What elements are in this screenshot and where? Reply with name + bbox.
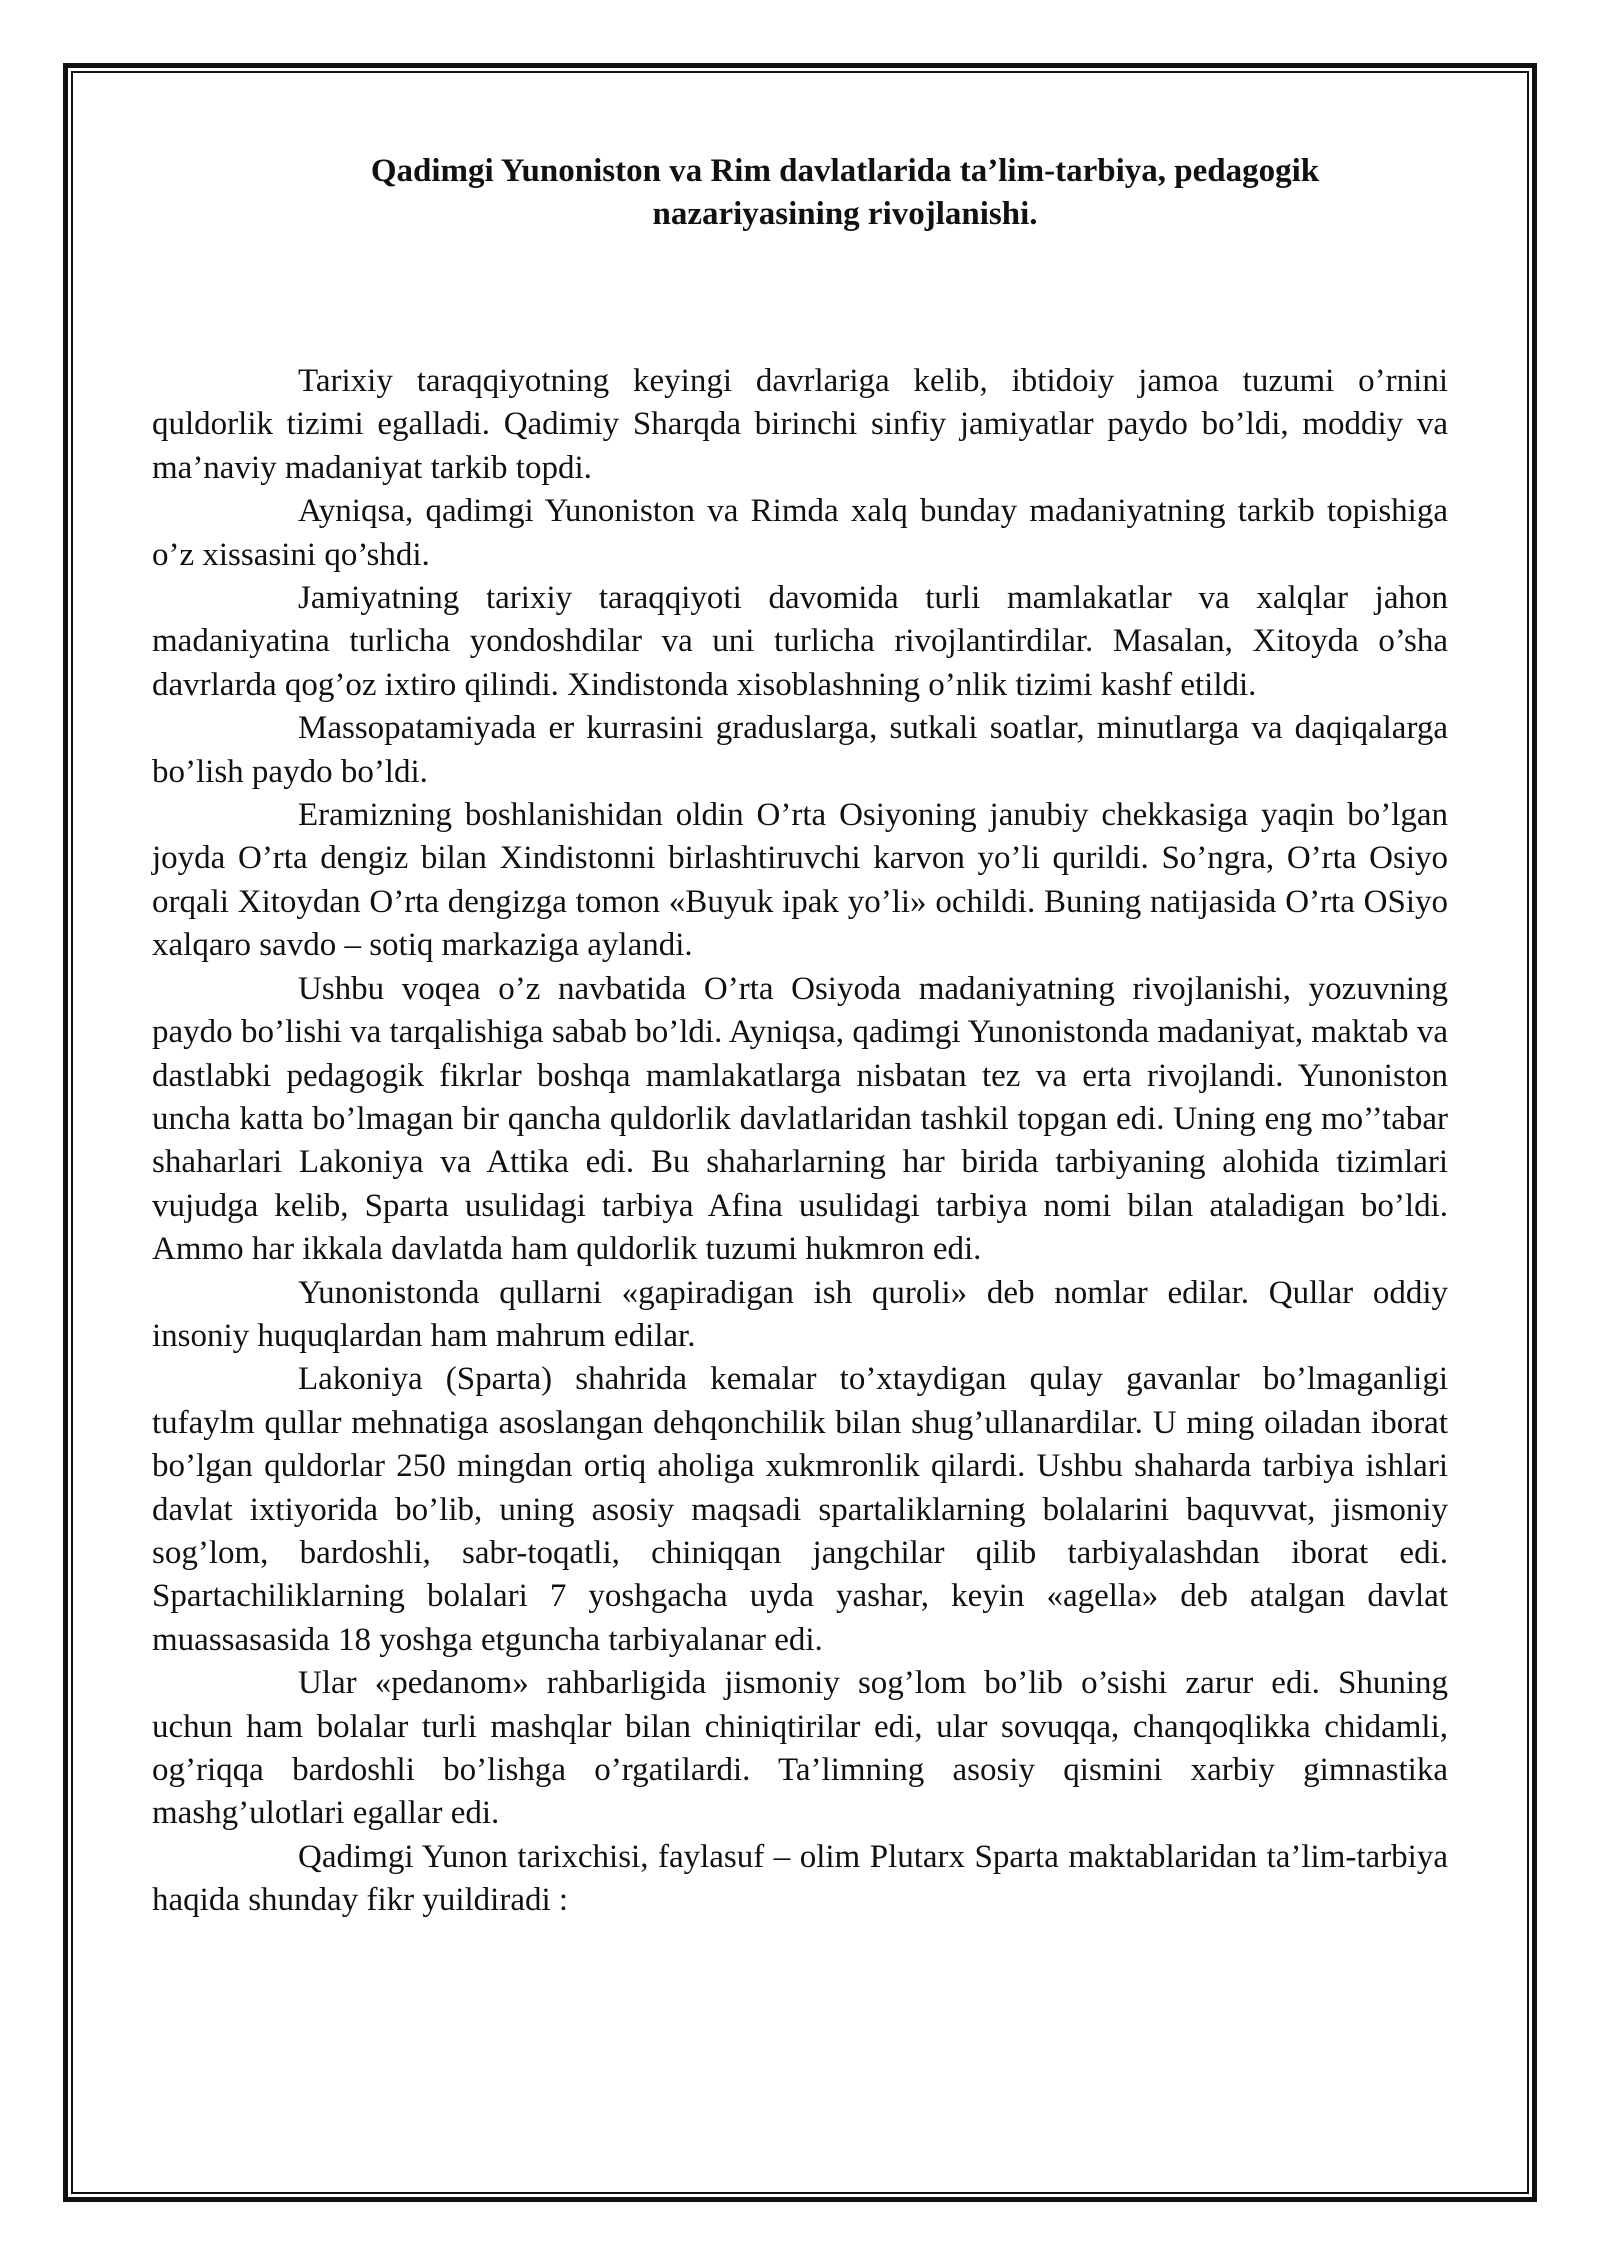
document-title xyxy=(152,150,1448,236)
paragraph: Lakoniya (Sparta) shahrida kemalar to’xtaydigan qulay gavanlar bo’lmaganligi tufaylm qullar mehnatiga asoslangan dehqonchilik bilan shug’ullanardilar. U ming oiladan iborat bo’lgan quldorlar 250 mingdan ortiq aholiga xukmronlik qilardi. Ushbu shaharda tarbiya ishlari davlat ixtiyorida bo’lib, uning asosiy maqsadi spartaliklarning bolalarini baquvvat, jismoniy sog’lom, bardoshli, sabr-toqatli, chiniqqan jangchilar qilib tarbiyalashdan iborat edi. Spartachiliklarning bolalari 7 yoshgacha uyda yashar, keyin «agella» deb atalgan davlat muassasasida 18 yoshga etguncha tarbiyalanar edi. xyxy=(152,1361,1448,1658)
paragraph: Eramizning boshlanishidan oldin O’rta Osiyoning janubiy chekkasiga yaqin bo’lgan joyda O’rta dengiz bilan Xindistonni birlashtiruvchi karvon yo’li qurildi. So’ngra, O’rta Osiyo orqali Xitoydan O’rta dengizga tomon «Buyuk ipak yo’li» ochildi. Buning natijasida O’rta OSiyo xalqaro savdo – sotiq markaziga aylandi. xyxy=(152,797,1448,964)
document-title-line-1: Qadimgi Yunoniston va Rim davlatlarida ta’lim-tarbiya, pedagogik xyxy=(370,153,1320,189)
paragraph: Massopatamiyada er kurrasini graduslarga, sutkali soatlar, minutlarga va daqiqalarga bo’lish paydo bo’ldi. xyxy=(152,710,1448,790)
paragraph: Ushbu voqea o’z navbatida O’rta Osiyoda madaniyatning rivojlanishi, yozuvning paydo bo’lishi va tarqalishiga sabab bo’ldi. Ayniqsa, qadimgi Yunonistonda madaniyat, maktab va dastlabki pedagogik fikrlar boshqa mamlakatlarga nisbatan tez va erta rivojlandi. Yunoniston uncha katta bo’lmagan bir qancha quldorlik davlatlaridan tashkil topgan edi. Uning eng mo’’tabar shaharlari Lakoniya va Attika edi. Bu shaharlarning har birida tarbiyaning alohida tizimlari vujudga kelib, Sparta usulidagi tarbiya Afina usulidagi tarbiya nomi bilan ataladigan bo’ldi. Ammo har ikkala davlatda ham quldorlik tuzumi hukmron edi. xyxy=(152,970,1448,1268)
paragraph: Ayniqsa, qadimgi Yunoniston va Rimda xalq bunday madaniyatning tarkib topishiga o’z xissasini qo’shdi. xyxy=(152,493,1448,573)
paragraph: Ular «pedanom» rahbarligida jismoniy sog’lom bo’lib o’sishi zarur edi. Shuning uchun ham bolalar turli mashqlar bilan chiniqtirilar edi, ular sovuqqa, chanqoqlikka chidamli, og’riqqa bardoshli bo’lishga o’rgatilardi. Ta’limning asosiy qismini xarbiy gimnastika mashg’ulotlari egallar edi. xyxy=(152,1665,1448,1832)
document-content xyxy=(152,150,1448,1923)
paragraph: Yunonistonda qullarni «gapiradigan ish quroli» deb nomlar edilar. Qullar oddiy insoniy huquqlardan ham mahrum edilar. xyxy=(152,1274,1448,1354)
document-title-line-2: nazariyasining rivojlanishi. xyxy=(652,196,1038,232)
paragraph: Qadimgi Yunon tarixchisi, faylasuf – olim Plutarx Sparta maktablaridan ta’lim-tarbiya haqida shunday fikr yuildiradi : xyxy=(152,1838,1448,1919)
paragraph: Jamiyatning tarixiy taraqqiyoti davomida turli mamlakatlar va xalqlar jahon madaniyatina turlicha yondoshdilar va uni turlicha rivojlantirdilar. Masalan, Xitoyda o’sha davrlarda qog’oz ixtiro qilindi. Xindistonda xisoblashning o’nlik tizimi kashf etildi. xyxy=(152,580,1448,703)
paragraph: Tarixiy taraqqiyotning keyingi davrlariga kelib, ibtidoiy jamoa tuzumi o’rnini quldorlik tizimi egalladi. Qadimiy Sharqda birinchi sinfiy jamiyatlar paydo bo’ldi, moddiy va ma’naviy madaniyat tarkib topdi. xyxy=(152,363,1448,486)
document-body xyxy=(152,360,1448,1923)
